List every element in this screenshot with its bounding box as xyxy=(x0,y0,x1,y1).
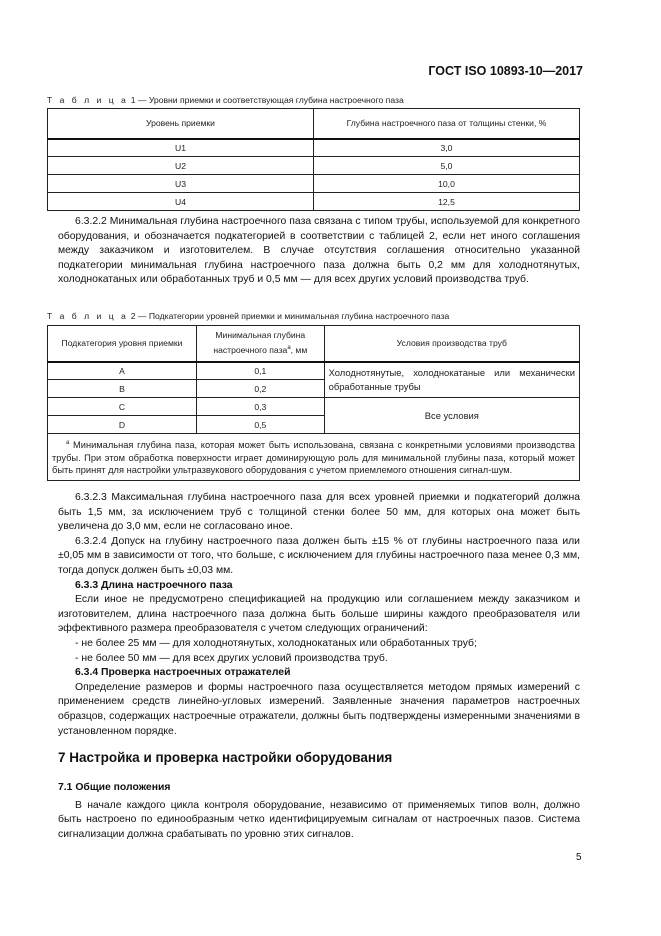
table-row xyxy=(48,175,580,193)
table1-header: Уровень приемки xyxy=(48,109,314,139)
cell: 12,5 xyxy=(314,193,580,211)
paragraph: В начале каждого цикла контроля оборудование, независимо от применяемых типов волн, должно быть настроено по единообразным четко идентифицируемым сигналам от настроечных пазов. Система сигнализации должна срабатывать по уровню этих сигналов. xyxy=(58,799,580,840)
paragraph: Определение размеров и формы настроечного паза осуществляется методом прямых измерений с применением средств линейно-угловых измерений. Заявленные значения параметров настроечных образцов, содержащих настроечные отражатели, должны быть подтверждены измеренными значениями в установленном порядке. xyxy=(58,681,580,737)
document-header: ГОСТ ISO 10893-10—2017 xyxy=(428,64,583,78)
footnote-text: Минимальная глубина паза, которая может быть использована, связана с конкретными условиями производства трубы. При этом обработка поверхности играет доминирующую роль для минимальной глубины паза, который может быть принят для настройки ультразвукового оборудования с учетом приемлемого отношения сигнал-шум. xyxy=(52,440,575,476)
paragraph-6-3-2-4: 6.3.2.4 Допуск на глубину настроечного паза должен быть ±15 % от глубины настроечного паза или ±0,05 мм в зависимости от того, что больше, с исключением для глубины настроечного паза менее 0,3 мм, тогда допуск должен быть ±0,03 мм. xyxy=(58,535,580,576)
cell: D xyxy=(48,416,197,434)
cell: 10,0 xyxy=(314,175,580,193)
list-item: - не более 25 мм — для холоднотянутых, холоднокатаных или обработанных труб; xyxy=(75,637,477,649)
table1 xyxy=(47,108,580,211)
table-row xyxy=(48,398,580,416)
header-line: , мм xyxy=(290,345,308,356)
list-item: - не более 50 мм — для всех других условий производства труб. xyxy=(75,652,388,664)
paragraph-text: 6.3.2.2 Минимальная глубина настроечного паза связана с типом трубы, используемой для конкретного оборудования, и обозначается подкатегорией в соответствии с таблицей 2, если нет иного соглашения между заказчиком и изготовителем. В случае отсутствия соглашения относительно указанной подкатегории минимальная глубина настроечного паза должна быть 0,2 мм для холоднотянутых, холоднокатаных или обработанных труб и 0,5 мм — для всех других условий производства труб. xyxy=(58,216,580,286)
caption-text: 2 — Подкатегории уровней приемки и минимальная глубина настроечного паза xyxy=(130,311,450,321)
cell: 0,3 xyxy=(196,398,324,416)
table2 xyxy=(47,325,580,481)
section-7-1 xyxy=(58,781,580,842)
paragraph-6-3-2-2 xyxy=(58,215,580,288)
subsection-heading: 6.3.4 Проверка настроечных отражателей xyxy=(75,667,291,679)
cell: 0,1 xyxy=(196,362,324,380)
cell: U2 xyxy=(48,157,314,175)
paragraph: Если иное не предусмотрено спецификацией на продукцию или соглашением между заказчиком и изготовителем, длина настроечного паза должна быть больше ширины каждого преобразователя или эффективного размера преобразователя с учетом следующих ограничений: xyxy=(58,594,580,635)
footnote-mark: a xyxy=(287,345,291,352)
caption-text: 1 — Уровни приемки и соответствующая глубина настроечного паза xyxy=(130,95,404,105)
table1-header: Глубина настроечного паза от толщины стенки, % xyxy=(314,109,580,139)
subsection-heading: 6.3.3 Длина настроечного паза xyxy=(75,579,233,591)
cell: 5,0 xyxy=(314,157,580,175)
cell: 0,2 xyxy=(196,380,324,398)
cell: 0,5 xyxy=(196,416,324,434)
table-footnote xyxy=(48,434,580,481)
page-number: 5 xyxy=(576,852,582,863)
cell: U1 xyxy=(48,139,314,157)
table2-caption xyxy=(47,311,449,321)
section-heading: 7 Настройка и проверка настройки оборудования xyxy=(58,750,393,765)
table-footnote-row xyxy=(48,434,580,481)
table1-caption xyxy=(47,95,404,105)
table-row xyxy=(48,193,580,211)
footnote-mark: a xyxy=(66,440,70,446)
body-text xyxy=(58,491,580,739)
header-line: настроечного паза xyxy=(213,345,288,356)
table2-header xyxy=(196,326,324,362)
caption-label: Т а б л и ц а xyxy=(47,311,129,321)
table-row xyxy=(48,362,580,380)
header-line: Минимальная глубина xyxy=(215,330,306,341)
table-row xyxy=(48,139,580,157)
cell: U3 xyxy=(48,175,314,193)
cell: Все условия xyxy=(324,398,579,434)
caption-label: Т а б л и ц а xyxy=(47,95,129,105)
cell: 3,0 xyxy=(314,139,580,157)
cell: C xyxy=(48,398,197,416)
table2-header: Подкатегория уровня приемки xyxy=(48,326,197,362)
table-row xyxy=(48,157,580,175)
table2-header: Условия производства труб xyxy=(324,326,579,362)
cell: U4 xyxy=(48,193,314,211)
subsection-heading: 7.1 Общие положения xyxy=(58,782,171,793)
paragraph-6-3-2-3: 6.3.2.3 Максимальная глубина настроечного паза для всех уровней приемки и подкатегорий должна быть 1,5 мм, за исключением труб с толщиной стенки более 50 мм, для которых она может быть увеличена до 3,0 мм, если не согласовано иное. xyxy=(58,492,580,533)
cell: B xyxy=(48,380,197,398)
cell: Холоднотянутые, холоднокатаные или механически обработанные трубы xyxy=(324,362,579,398)
cell: A xyxy=(48,362,197,380)
